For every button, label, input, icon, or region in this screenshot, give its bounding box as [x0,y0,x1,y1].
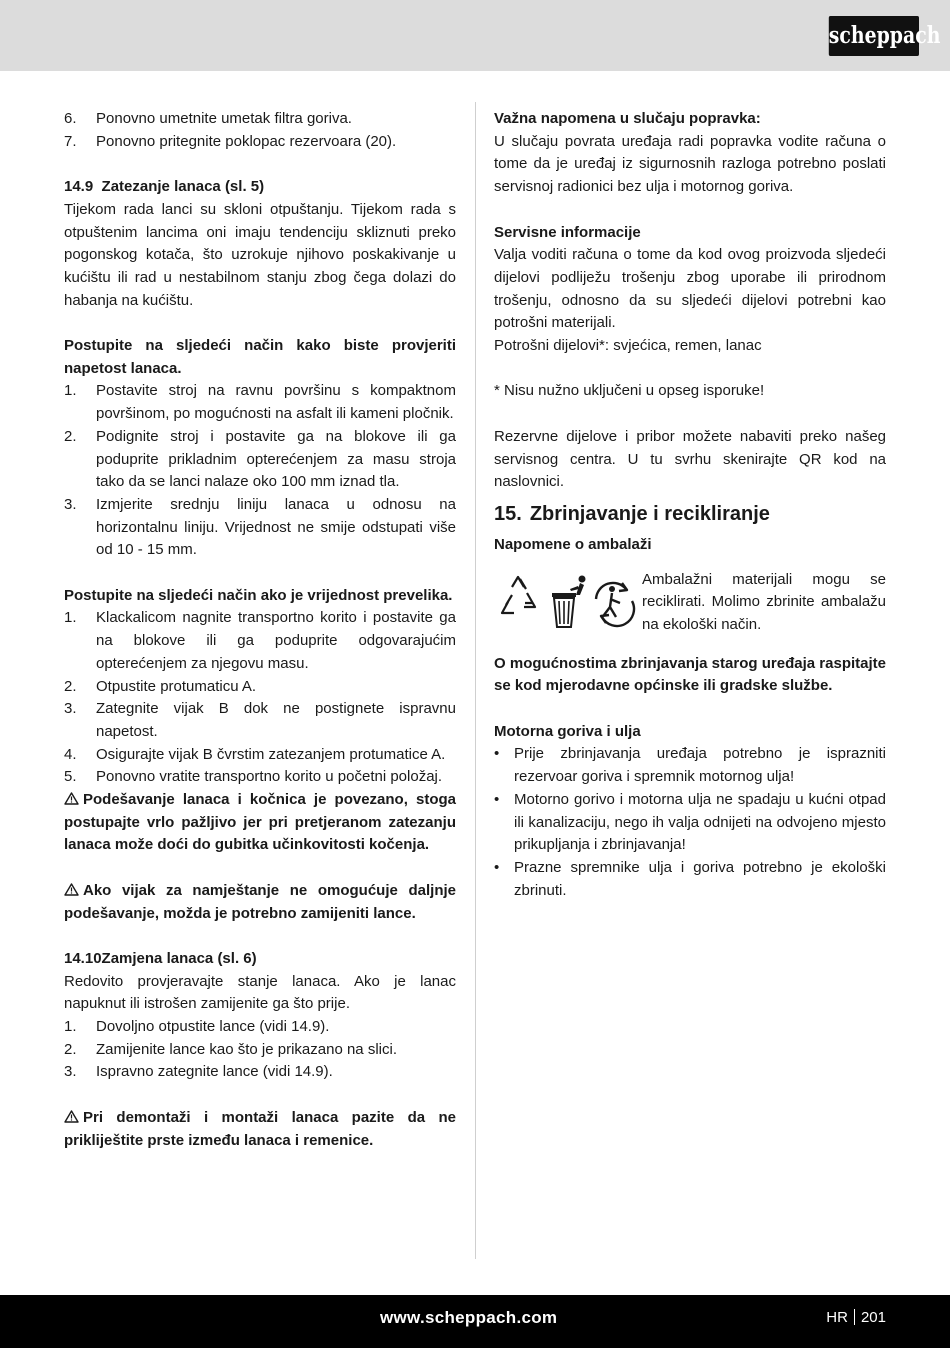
footnote-text: * Nisu nužno uključeni u opseg isporuke! [494,382,765,400]
list-item: 1. Klackalicom nagnite transportno korito i postavite ga na blokove ili ga poduprite odgovarajućim opterećenjem za njegovu masu. [64,609,456,672]
warning-triangle-icon [64,883,79,896]
service-info-title: Servisne informacije [494,223,641,241]
header-bar [0,0,950,71]
loose-title: Postupite na sljedeći način ako je vrijednost prevelika. [64,586,453,604]
section-heading-15: 15. Zbrinjavanje i recikliranje [494,502,770,525]
steps-top-list [64,108,456,153]
replace-steps-list [64,1016,456,1084]
list-item: 2. Zamijenite lance kao što je prikazano na slici. [64,1040,397,1058]
recycle-icon [502,577,535,613]
list-item: • Prazne spremnike ulja i goriva potrebno je ekološki zbrinuti. [494,858,886,899]
trash-bin-icon [552,575,586,627]
section-14-10-body: Redovito provjeravajte stanje lanaca. Ako je lanac napuknut ili istrošen zamijenite ga što prije. [64,972,456,1013]
footer-bar [0,1295,950,1348]
recycling-icons [494,571,640,631]
green-dot-person-icon [596,583,634,626]
list-item: • Prije zbrinjavanja uređaja potrebno je isprazniti rezervoar goriva i spremnik motornog ulja! [494,745,886,786]
repair-note-body: U slučaju povrata uređaja radi popravka vodite računa o tome da je uređaj iz sigurnosnih razloga potrebno poslati servisnoj radionici bez ulja i motornog goriva. [494,132,886,196]
check-tension-title: Postupite na sljedeći način kako biste provjeriti napetost lanaca. [64,337,456,377]
packaging-body: Ambalažni materijali mogu se reciklirati. Molimo zbrinite ambalažu na ekološki način. [642,570,886,634]
consumables-text: Potrošni dijelovi*: svjećica, remen, lanac [494,337,762,355]
repair-note-title: Važna napomena u slučaju popravka: [494,110,761,127]
list-item: 3. Zategnite vijak B dok ne postignete ispravnu napetost. [64,700,456,740]
column-divider [475,102,476,1259]
page-number: HR 201 [826,1309,886,1326]
website-link[interactable]: www.scheppach.com [380,1308,558,1327]
list-item: 1. Dovoljno otpustite lance (vidi 14.9). [64,1018,330,1036]
service-info-body: Valja voditi računa o tome da kod ovog proizvoda sljedeći dijelovi podliježu trošenju zbog uporabe ili prirodnom trošenju, odnosno da su sljedeći dijelovi potrebni kao potrošni materijali. [494,246,886,332]
list-item: 3. Izmjerite srednju liniju lanaca u odnosu na horizontalnu liniju. Vrijednost ne smije odstupati više od 10 - 15 mm. [64,495,456,559]
packaging-row [494,569,886,639]
list-item: 5. Ponovno vratite transportno korito u početni položaj. [64,768,443,786]
list-item: 6. Ponovno umetnite umetak filtra goriva. [64,110,352,127]
list-item: 2. Podignite stroj i postavite ga na blokove ili ga poduprite prikladnim opterećenjem za masu stroja tako da se lanci nalaze oko 100 mm iznad tla. [64,427,456,491]
packaging-title: Napomene o ambalaži [494,535,652,553]
municipal-disposal-text: O mogućnostima zbrinjavanja starog uređaja raspitajte se kod mjerodavne općinske ili gradske službe. [494,654,886,695]
loose-steps-list [64,607,456,789]
fuels-bullet-list [494,743,886,902]
warning-brakes: Podešavanje lanaca i kočnica je povezano, stoga postupajte vrlo pažljivo jer pri pretjeranom zatezanju lanaca može doći do gubitka učinkovitosti kočenja. [64,791,456,854]
right-column [494,108,886,902]
section-heading-14-10: 14.10Zamjena lanaca (sl. 6) [64,949,257,967]
warning-fingers: Pri demontaži i montaži lanaca pazite da ne prikliještite prste između lanaca i remenice. [64,1108,456,1149]
list-item: 2. Otpustite protumaticu A. [64,677,257,695]
check-steps-list [64,380,456,562]
list-item: 3. Ispravno zategnite lance (vidi 14.9). [64,1063,333,1081]
list-item: 7. Ponovno pritegnite poklopac rezervoara (20). [64,132,397,150]
list-item: • Motorno gorivo i motorna ulja ne spadaju u kućni otpad ili kanalizaciju, nego ih valja odnijeti na odvojeno mjesto prikupljanja i zbrinjavanja! [494,790,886,854]
spare-parts-text: Rezervne dijelove i pribor možete nabaviti preko našeg servisnog centra. U tu svrhu skenirajte QR kod na naslovnici. [494,427,886,491]
warning-triangle-icon [64,1110,79,1123]
section-14-9-body: Tijekom rada lanci su skloni otpuštanju. Tijekom rada s otpuštenim lancima oni imaju tendenciju skliznuti preko pogonskog kotača, što uzrokuje njihovo poskakivanje u kućištu ili rad u nestabilnom stanju zbog čega dolazi do habanja na kućištu. [64,200,456,309]
list-item: 4. Osigurajte vijak B čvrstim zatezanjem protumatice A. [64,745,446,763]
list-item: 1. Postavite stroj na ravnu površinu s kompaktnom površinom, po mogućnosti na asfalt ili kameni pločnik. [64,382,456,423]
warning-triangle-icon [64,792,79,805]
warning-screw: Ako vijak za namještanje ne omogućuje daljnje podešavanje, možda je potrebno zamijeniti lance. [64,881,456,922]
section-heading-14-9: 14.9 Zatezanje lanaca (sl. 5) [64,178,265,196]
left-column [64,108,456,1152]
scheppach-logo: scheppach [829,16,919,56]
fuels-oils-title: Motorna goriva i ulja [494,722,641,740]
